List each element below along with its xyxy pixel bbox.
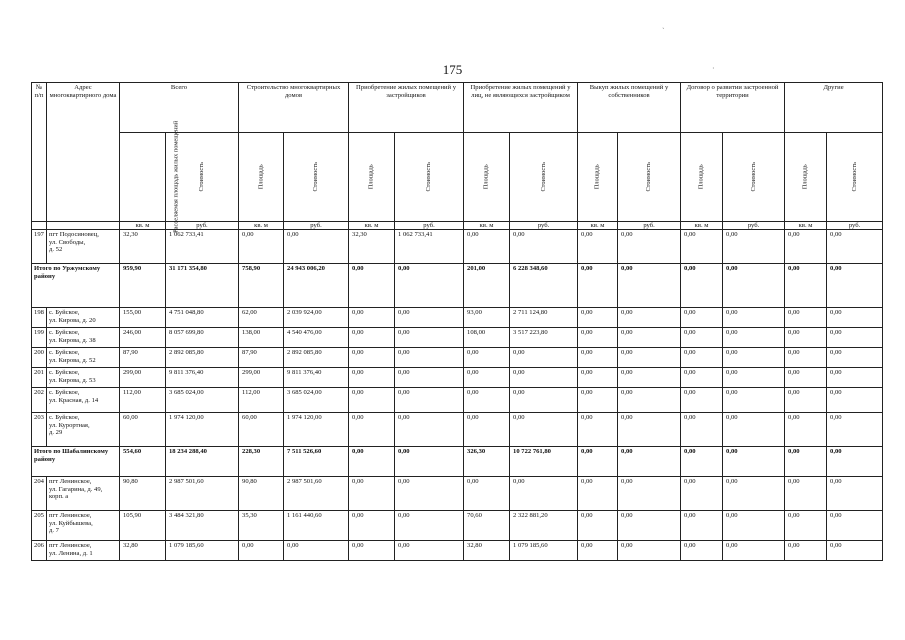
col-no-header: № п/п — [32, 83, 47, 222]
row-number: 201 — [32, 368, 47, 388]
area-value: 112,00 — [239, 388, 284, 413]
scan-speck: ˎ — [662, 20, 665, 29]
cost-value: 0,00 — [723, 328, 785, 348]
cost-value: 0,00 — [510, 413, 578, 447]
resettlement-table — [31, 82, 883, 561]
table-body — [32, 230, 883, 561]
area-value: 0,00 — [681, 541, 723, 561]
area-value: 0,00 — [349, 348, 395, 368]
cost-value: 0,00 — [827, 368, 883, 388]
cost-value: 0,00 — [618, 477, 681, 511]
area-value: 0,00 — [681, 477, 723, 511]
row-number: 199 — [32, 328, 47, 348]
table-row — [32, 477, 883, 511]
group-header-construction: Строительство многоквартирных домов — [239, 83, 349, 133]
address-line: ул. Кирова, д. 52 — [49, 356, 96, 364]
unit-rub: руб. — [827, 222, 883, 230]
unit-rub: руб. — [395, 222, 464, 230]
subheader-cost: Стоимость — [395, 133, 464, 222]
cost-value: 0,00 — [723, 264, 785, 308]
cost-value: 0,00 — [827, 348, 883, 368]
group-header-development-agreement: Договор о развитии застроенной территории — [681, 83, 785, 133]
area-value: 0,00 — [578, 264, 618, 308]
cost-value: 1 974 120,00 — [166, 413, 239, 447]
unit-rub: руб. — [166, 222, 239, 230]
area-value: 299,00 — [120, 368, 166, 388]
area-value: 0,00 — [681, 511, 723, 541]
area-value: 0,00 — [681, 348, 723, 368]
table-row — [32, 308, 883, 328]
cost-value: 0,00 — [395, 447, 464, 477]
cost-value: 0,00 — [510, 348, 578, 368]
row-number: 198 — [32, 308, 47, 328]
area-value: 0,00 — [578, 413, 618, 447]
area-value: 62,00 — [239, 308, 284, 328]
subheader-area: Площадь — [785, 133, 827, 222]
address-line: ул. Курортная, — [49, 421, 90, 429]
area-value: 0,00 — [785, 541, 827, 561]
area-value: 0,00 — [578, 447, 618, 477]
col-address-header: Адрес многоквартирного дома — [47, 83, 120, 222]
address-cell — [47, 388, 120, 413]
area-value: 0,00 — [578, 368, 618, 388]
area-value: 0,00 — [578, 388, 618, 413]
area-value: 155,00 — [120, 308, 166, 328]
area-value: 0,00 — [578, 230, 618, 264]
area-value: 554,60 — [120, 447, 166, 477]
area-value: 60,00 — [120, 413, 166, 447]
address-cell — [47, 413, 120, 447]
cost-value: 0,00 — [395, 413, 464, 447]
address-line: пгт Ленинское, — [49, 542, 92, 549]
cost-value: 3 517 223,80 — [510, 328, 578, 348]
cost-value: 1 062 733,41 — [395, 230, 464, 264]
group-header-buyout: Выкуп жилых помещений у собственников — [578, 83, 681, 133]
area-value: 0,00 — [239, 541, 284, 561]
table-row — [32, 230, 883, 264]
area-value: 0,00 — [464, 348, 510, 368]
cost-value: 18 234 288,40 — [166, 447, 239, 477]
area-value: 0,00 — [578, 511, 618, 541]
area-value: 32,30 — [120, 230, 166, 264]
cost-value: 0,00 — [827, 511, 883, 541]
address-line: с. Буйское, — [49, 414, 80, 421]
cost-value: 4 540 476,00 — [284, 328, 349, 348]
row-number: 205 — [32, 511, 47, 541]
area-value: 0,00 — [239, 230, 284, 264]
row-number: 206 — [32, 541, 47, 561]
address-line: ул. Красная, д. 14 — [49, 396, 99, 404]
group-header-purchase-non-developers: Приобретение жилых помещений у лиц, не являющихся застройщиком — [464, 83, 578, 133]
subheader-area: Площадь — [239, 133, 284, 222]
area-value: 0,00 — [464, 413, 510, 447]
subheader-cost: Стоимость — [284, 133, 349, 222]
unit-sqm: кв. м — [239, 222, 284, 230]
area-value: 0,00 — [578, 541, 618, 561]
address-line: пгт Ленинское, — [49, 512, 92, 519]
table-row — [32, 368, 883, 388]
area-value: 0,00 — [785, 477, 827, 511]
cost-value: 4 751 048,80 — [166, 308, 239, 328]
area-value: 87,90 — [120, 348, 166, 368]
cost-value: 0,00 — [723, 368, 785, 388]
subheader-area: Площадь — [464, 133, 510, 222]
area-value: 0,00 — [464, 368, 510, 388]
row-number: 200 — [32, 348, 47, 368]
unit-sqm: кв. м — [464, 222, 510, 230]
address-line: с. Буйское, — [49, 349, 80, 356]
cost-value: 0,00 — [618, 511, 681, 541]
subheader-cost: Стоимость — [827, 133, 883, 222]
cost-value: 0,00 — [723, 447, 785, 477]
area-value: 0,00 — [349, 264, 395, 308]
cost-value: 0,00 — [827, 230, 883, 264]
address-cell — [47, 477, 120, 511]
cost-value: 0,00 — [510, 477, 578, 511]
area-value: 60,00 — [239, 413, 284, 447]
area-value: 0,00 — [681, 308, 723, 328]
unit-sqm: кв. м — [349, 222, 395, 230]
area-value: 0,00 — [681, 328, 723, 348]
group-header-other: Другие — [785, 83, 883, 133]
address-cell — [47, 368, 120, 388]
area-value: 0,00 — [464, 388, 510, 413]
area-value: 138,00 — [239, 328, 284, 348]
row-number: 197 — [32, 230, 47, 264]
area-value: 758,90 — [239, 264, 284, 308]
cost-value: 0,00 — [395, 348, 464, 368]
area-value: 0,00 — [681, 447, 723, 477]
area-value: 0,00 — [349, 413, 395, 447]
address-line: с. Буйское, — [49, 309, 80, 316]
address-line: с. Буйское, — [49, 389, 80, 396]
cost-value: 1 079 185,60 — [166, 541, 239, 561]
address-cell — [47, 308, 120, 328]
address-line: с. Буйское, — [49, 329, 80, 336]
area-value: 201,00 — [464, 264, 510, 308]
cost-value: 3 685 024,00 — [166, 388, 239, 413]
address-line: ул. Куйбышева, — [49, 519, 93, 527]
area-value: 0,00 — [349, 541, 395, 561]
cost-value: 0,00 — [618, 413, 681, 447]
area-value: 0,00 — [349, 447, 395, 477]
area-value: 0,00 — [785, 348, 827, 368]
subheader-cost: Стоимость — [723, 133, 785, 222]
cost-value: 3 685 024,00 — [284, 388, 349, 413]
cost-value: 0,00 — [827, 413, 883, 447]
area-value: 108,00 — [464, 328, 510, 348]
cost-value: 2 322 881,20 — [510, 511, 578, 541]
address-line: д. 29 — [49, 429, 63, 437]
subheader-cost: Стоимость — [166, 133, 239, 222]
cost-value: 0,00 — [827, 264, 883, 308]
area-value: 0,00 — [785, 388, 827, 413]
cost-value: 6 228 348,60 — [510, 264, 578, 308]
address-cell — [47, 541, 120, 561]
cost-value: 0,00 — [723, 230, 785, 264]
table-row — [32, 388, 883, 413]
table-total-row — [32, 264, 883, 308]
area-value: 0,00 — [464, 477, 510, 511]
area-value: 0,00 — [578, 348, 618, 368]
cost-value: 0,00 — [827, 328, 883, 348]
area-value: 959,90 — [120, 264, 166, 308]
address-line: с. Буйское, — [49, 369, 80, 376]
area-value: 0,00 — [578, 308, 618, 328]
table-row — [32, 328, 883, 348]
cost-value: 0,00 — [395, 368, 464, 388]
cost-value: 0,00 — [284, 230, 349, 264]
unit-sqm: кв. м — [578, 222, 618, 230]
address-line: ул. Свободы, — [49, 238, 86, 246]
cost-value: 0,00 — [395, 477, 464, 511]
row-number: 204 — [32, 477, 47, 511]
area-value: 70,60 — [464, 511, 510, 541]
cost-value: 0,00 — [618, 328, 681, 348]
area-value: 0,00 — [785, 230, 827, 264]
cost-value: 0,00 — [618, 368, 681, 388]
cost-value: 9 811 376,40 — [166, 368, 239, 388]
cost-value: 2 039 924,00 — [284, 308, 349, 328]
scan-speck: · — [712, 64, 715, 73]
cost-value: 2 711 124,80 — [510, 308, 578, 328]
cost-value: 1 974 120,00 — [284, 413, 349, 447]
row-number: 203 — [32, 413, 47, 447]
cost-value: 2 987 501,60 — [166, 477, 239, 511]
area-value: 105,90 — [120, 511, 166, 541]
address-line: пгт Ленинское, — [49, 478, 92, 485]
cost-value: 0,00 — [723, 477, 785, 511]
cost-value: 7 511 526,60 — [284, 447, 349, 477]
area-value: 0,00 — [681, 413, 723, 447]
cost-value: 0,00 — [827, 447, 883, 477]
cost-value: 0,00 — [723, 413, 785, 447]
cost-value: 0,00 — [827, 388, 883, 413]
area-value: 35,30 — [239, 511, 284, 541]
address-cell — [47, 328, 120, 348]
address-line: ул. Кирова, д. 20 — [49, 316, 96, 324]
cost-value: 0,00 — [510, 388, 578, 413]
area-value: 0,00 — [785, 447, 827, 477]
cost-value: 0,00 — [395, 308, 464, 328]
area-value: 0,00 — [785, 264, 827, 308]
area-value: 90,80 — [120, 477, 166, 511]
cost-value: 0,00 — [618, 230, 681, 264]
cost-value: 0,00 — [395, 511, 464, 541]
address-line: корп. а — [49, 493, 69, 501]
unit-sqm: кв. м — [120, 222, 166, 230]
area-value: 112,00 — [120, 388, 166, 413]
units-cell — [47, 222, 120, 230]
area-value: 0,00 — [785, 308, 827, 328]
area-value: 0,00 — [681, 264, 723, 308]
address-cell — [47, 511, 120, 541]
group-header-purchase-developers: Приобретение жилых помещений у застройщиков — [349, 83, 464, 133]
area-value: 0,00 — [785, 511, 827, 541]
area-value: 0,00 — [785, 413, 827, 447]
cost-value: 0,00 — [284, 541, 349, 561]
area-value: 0,00 — [681, 230, 723, 264]
area-value: 32,80 — [464, 541, 510, 561]
cost-value: 0,00 — [723, 308, 785, 328]
subheader-cost: Стоимость — [618, 133, 681, 222]
area-value: 0,00 — [349, 368, 395, 388]
area-value: 246,00 — [120, 328, 166, 348]
cost-value: 0,00 — [395, 541, 464, 561]
area-value: 90,80 — [239, 477, 284, 511]
table-total-row — [32, 447, 883, 477]
cost-value: 2 892 085,80 — [284, 348, 349, 368]
address-line: пгт Подосиновец, — [49, 231, 99, 238]
subheader-cost: Стоимость — [510, 133, 578, 222]
area-value: 0,00 — [349, 328, 395, 348]
table-row — [32, 348, 883, 368]
cost-value: 0,00 — [723, 348, 785, 368]
address-line: ул. Ленина, д. 1 — [49, 549, 93, 557]
area-value: 0,00 — [464, 230, 510, 264]
cost-value: 0,00 — [618, 308, 681, 328]
area-value: 326,30 — [464, 447, 510, 477]
area-value: 32,30 — [349, 230, 395, 264]
unit-rub: руб. — [723, 222, 785, 230]
cost-value: 0,00 — [723, 388, 785, 413]
subheader-area: Площадь — [578, 133, 618, 222]
cost-value: 0,00 — [395, 328, 464, 348]
cost-value: 3 484 321,80 — [166, 511, 239, 541]
address-cell — [47, 348, 120, 368]
area-value: 299,00 — [239, 368, 284, 388]
unit-rub: руб. — [284, 222, 349, 230]
cost-value: 24 943 006,20 — [284, 264, 349, 308]
cost-value: 0,00 — [723, 511, 785, 541]
subheader-area: Площадь — [349, 133, 395, 222]
district-total-label: Итого по Уржумскому району — [32, 264, 120, 308]
address-line: д. 52 — [49, 246, 63, 254]
cost-value: 0,00 — [618, 348, 681, 368]
cost-value: 0,00 — [395, 264, 464, 308]
subheader-resettled-area: Расселяемая площадь жилых помещений — [120, 133, 166, 222]
unit-rub: руб. — [510, 222, 578, 230]
cost-value: 1 161 440,60 — [284, 511, 349, 541]
area-value: 0,00 — [785, 328, 827, 348]
cost-value: 1 079 185,60 — [510, 541, 578, 561]
cost-value: 9 811 376,40 — [284, 368, 349, 388]
district-total-label: Итого по Шабалинскому району — [32, 447, 120, 477]
area-value: 228,30 — [239, 447, 284, 477]
table-row — [32, 541, 883, 561]
unit-sqm: кв. м — [785, 222, 827, 230]
area-value: 0,00 — [349, 477, 395, 511]
area-value: 87,90 — [239, 348, 284, 368]
cost-value: 0,00 — [827, 308, 883, 328]
subheader-area: Площадь — [681, 133, 723, 222]
cost-value: 0,00 — [723, 541, 785, 561]
address-line: ул. Кирова, д. 53 — [49, 376, 96, 384]
cost-value: 8 057 699,80 — [166, 328, 239, 348]
cost-value: 0,00 — [618, 264, 681, 308]
cost-value: 10 722 761,80 — [510, 447, 578, 477]
unit-rub: руб. — [618, 222, 681, 230]
cost-value: 0,00 — [618, 388, 681, 413]
page-number: 175 — [442, 62, 463, 77]
cost-value: 0,00 — [510, 230, 578, 264]
area-value: 0,00 — [349, 308, 395, 328]
unit-sqm: кв. м — [681, 222, 723, 230]
row-number: 202 — [32, 388, 47, 413]
cost-value: 2 892 085,80 — [166, 348, 239, 368]
area-value: 0,00 — [349, 388, 395, 413]
area-value: 0,00 — [681, 388, 723, 413]
area-value: 93,00 — [464, 308, 510, 328]
area-value: 0,00 — [349, 511, 395, 541]
table-row — [32, 413, 883, 447]
address-line: д. 7 — [49, 527, 59, 535]
cost-value: 0,00 — [827, 477, 883, 511]
area-value: 0,00 — [578, 328, 618, 348]
cost-value: 0,00 — [827, 541, 883, 561]
units-cell — [32, 222, 47, 230]
area-value: 0,00 — [681, 368, 723, 388]
area-value: 32,80 — [120, 541, 166, 561]
area-value: 0,00 — [785, 368, 827, 388]
cost-value: 2 987 501,60 — [284, 477, 349, 511]
cost-value: 0,00 — [618, 541, 681, 561]
address-line: ул. Кирова, д. 38 — [49, 336, 96, 344]
group-header-total: Всего — [120, 83, 239, 133]
cost-value: 1 062 733,41 — [166, 230, 239, 264]
address-line: ул. Гагарина, д. 49, — [49, 485, 103, 493]
cost-value: 0,00 — [395, 388, 464, 413]
table-row — [32, 511, 883, 541]
cost-value: 0,00 — [510, 368, 578, 388]
cost-value: 31 171 354,80 — [166, 264, 239, 308]
cost-value: 0,00 — [618, 447, 681, 477]
address-cell — [47, 230, 120, 264]
area-value: 0,00 — [578, 477, 618, 511]
